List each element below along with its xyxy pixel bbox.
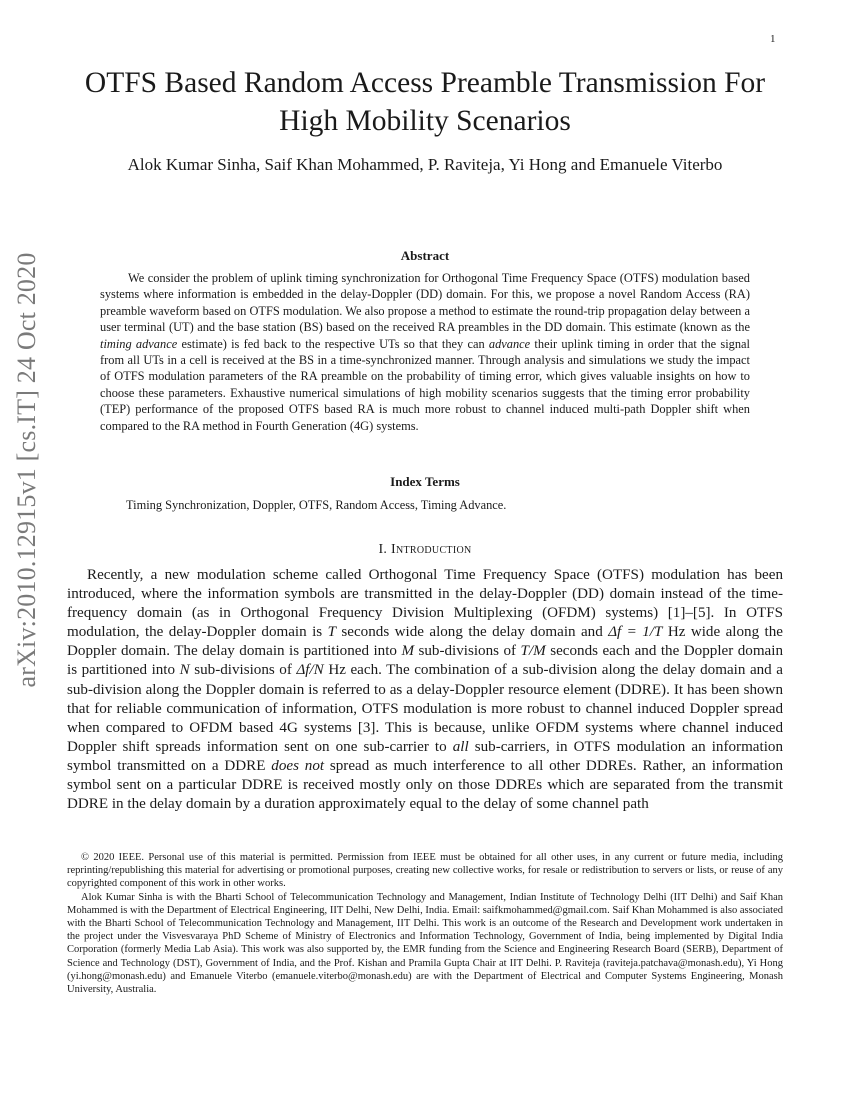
emphasis: advance [488, 336, 531, 351]
arxiv-stamp-text: arXiv:2010.12915v1 [cs.IT] 24 Oct 2020 [12, 252, 41, 688]
emphasis: all [452, 738, 469, 755]
math-expression: Δf = 1/T [608, 624, 663, 641]
author-list: Alok Kumar Sinha, Saif Khan Mohammed, P. Raviteja, Yi Hong and Emanuele Viterbo [127, 155, 723, 174]
copyright-footnote: © 2020 IEEE. Personal use of this material is permitted. Permission from IEEE must be obtained for all other uses, in any current or future media, including reprinting/republishing this material for advertising or promotional purposes, creating new collective works, for resale or redistribution to servers or lists, or reuse of any copyrighted component of this work in other works. [67, 852, 783, 890]
emphasis: does not [271, 757, 325, 774]
footnotes [67, 851, 783, 996]
abstract-text: We consider the problem of uplink timing synchronization for Orthogonal Time Frequency Space (OTFS) modulation based systems where information is embedded in the delay-Doppler (DD) domain. For this, we propose a novel Random Access (RA) preamble waveform based on OTFS modulation. We also propose a method to estimate the round-trip propagation delay between a user terminal (UT) and the base station (BS) based on the received RA preambles in the DD domain. This estimate (known as the timing advance estimate) is fed back to the respective UTs so that they can advance their uplink timing in order that the signal from all UTs in a cell is received at the BS in a time-synchronized manner. Through analysis and simulations we study the impact of OTFS modulation parameters of the RA preamble on the probability of timing error, which gives valuable insights on how to choose these parameters. Exhaustive numerical simulations of high mobility scenarios suggests that the timing error probability (TEP) performance of the proposed OTFS based RA is much more robust to channel induced multi-path Doppler shift when compared to the RA method in Fourth Generation (4G) systems. [100, 271, 750, 433]
arxiv-stamp [6, 252, 48, 688]
math-symbol: N [179, 662, 190, 679]
emphasis: timing advance [100, 336, 178, 351]
math-symbol: T [327, 624, 336, 641]
section-heading-introduction: I. Introduction [378, 542, 472, 557]
index-terms-text: Timing Synchronization, Doppler, OTFS, Random Access, Timing Advance. [126, 498, 507, 512]
abstract-heading: Abstract [400, 248, 450, 263]
affiliation-footnote: Alok Kumar Sinha is with the Bharti School of Telecommunication Technology and Management, Indian Institute of Technology Delhi (IIT Delhi) and Saif Khan Mohammed is with the Department of Electrical Engineering, IIT Delhi, New Delhi, India. Email: saifkmohammed@gmail.com. Saif Khan Mohammed is also associated with the Bharti School of Telecommunication Technology and Management, IIT Delhi. This work is an outcome of the Research and Development work undertaken in the project under the Visvesvaraya PhD Scheme of Ministry of Electronics and Information Technology, Government of India, being implemented by Digital India Corporation (formerly Media Lab Asia). This work was also supported by, the EMR funding from the Science and Engineering Research Board (SERB), Department of Science and Technology (DST), Government of India, and the Prof. Kishan and Pramila Gupta Chair at IIT Delhi. P. Raviteja (raviteja.patchava@monash.edu), Yi Hong (yi.hong@monash.edu) and Emanuele Viterbo (emanuele.viterbo@monash.edu) are with the Department of Electrical and Computer Systems Engineering, Monash University, Australia. [67, 891, 783, 996]
introduction-paragraph: Recently, a new modulation scheme called Orthogonal Time Frequency Space (OTFS) modulation has been introduced, where the information symbols are transmitted in the delay-Doppler (DD) domain instead of the time-frequency domain (as in Orthogonal Frequency Division Multiplexing (OFDM) systems) [1]–[5]. In OTFS modulation, the delay-Doppler domain is T seconds wide along the delay domain and Δf = 1/T Hz wide along the Doppler domain. The delay domain is partitioned into M sub-divisions of T/M seconds each and the Doppler domain is partitioned into N sub-divisions of Δf/N Hz each. The combination of a sub-division along the delay domain and a sub-division along the Doppler domain is referred to as a delay-Doppler resource element (DDRE). It has been shown that for reliable communication of information, OTFS modulation is more robust to channel induced Doppler spread when compared to OFDM based 4G systems [3]. This is because, unlike OFDM systems where channel induced Doppler shift spreads information sent on one sub-carrier to all sub-carriers, in OTFS modulation an information symbol transmitted on a DDRE does not spread as much interference to all other DDREs. Rather, an information symbol sent on a particular DDRE is received mostly only on those DDREs which are separated from the transmit DDRE in the delay domain by a duration approximately equal to the delay of some channel path [67, 567, 784, 813]
page-number: 1 [770, 33, 776, 45]
math-expression: Δf/N [296, 662, 324, 679]
paper-title: OTFS Based Random Access Preamble Transmission For High Mobility Scenarios [84, 67, 766, 137]
math-symbol: M [401, 643, 415, 660]
math-expression: T/M [520, 643, 546, 660]
index-terms-heading: Index Terms [390, 474, 460, 489]
